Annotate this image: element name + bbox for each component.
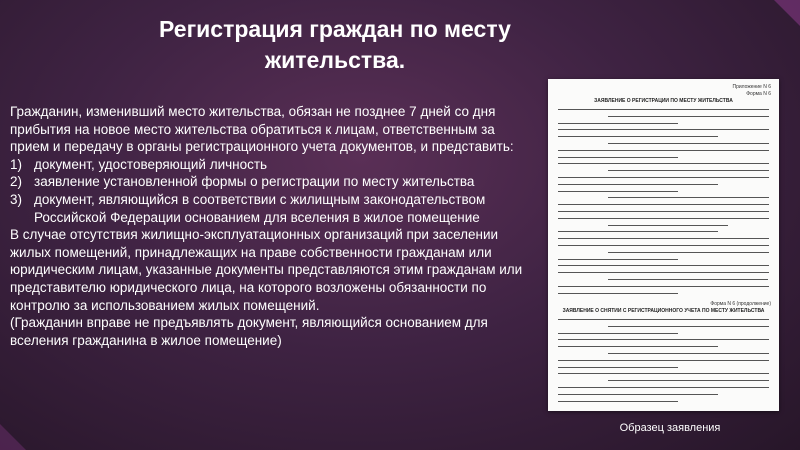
form-header-deregistration: ЗАЯВЛЕНИЕ О СНЯТИИ С РЕГИСТРАЦИОННОГО УЧЕТА ПО МЕСТУ ЖИТЕЛЬСТВА bbox=[562, 308, 765, 314]
form-blank-line bbox=[558, 373, 769, 374]
list-text: заявление установленной формы о регистрации по месту жительства bbox=[34, 174, 475, 190]
absence-paragraph: В случае отсутствия жилищно-эксплуатационных организаций при заселении жилых помещений, принадлежащих на праве собственности гражданам или юридическим лицам, указанные документы представляются этим гражданам или представителю юридического лица, на которого возложены обязанности по контролю за использованием жилых помещений. bbox=[10, 227, 523, 313]
list-item bbox=[10, 156, 530, 174]
form-blank-line bbox=[558, 184, 718, 185]
corner-decoration bbox=[774, 0, 800, 26]
form-blank-line bbox=[558, 394, 718, 395]
list-item bbox=[10, 191, 530, 226]
slide-body bbox=[10, 103, 530, 349]
documents-list bbox=[10, 156, 530, 226]
list-number: 1) bbox=[10, 156, 23, 172]
note-paragraph: (Гражданин вправе не предъявлять документ, являющийся основанием для вселения гражданина в жилое помещение) bbox=[10, 315, 488, 348]
form-blank-line bbox=[558, 191, 678, 192]
form-blank-line bbox=[608, 252, 769, 253]
form-blank-line bbox=[558, 163, 769, 164]
form-blank-line bbox=[558, 177, 769, 178]
form-blank-line bbox=[558, 367, 678, 368]
form-blank-line bbox=[558, 218, 769, 219]
form-blank-line bbox=[608, 143, 769, 144]
slide-title: Регистрация граждан по месту жительства. bbox=[159, 16, 511, 73]
form-blank-line bbox=[608, 279, 768, 280]
form-blank-line bbox=[558, 211, 769, 212]
list-text: документ, являющийся в соответствии с жилищным законодательством Российской Федерации основанием для вселения в жилое помещение bbox=[34, 191, 486, 225]
form-number-continued: Форма N 6 (продолжение) bbox=[710, 301, 771, 307]
form-blank-line bbox=[558, 346, 718, 347]
form-caption: Образец заявления bbox=[619, 422, 721, 434]
form-appendix: Приложение N 6 bbox=[732, 84, 771, 90]
form-blank-line bbox=[558, 231, 718, 232]
intro-paragraph: Гражданин, изменивший место жительства, обязан не позднее 7 дней со дня прибытия на новое место жительства обратиться к лицам, ответственным за прием и передачу в органы регистрационного учета документов, и представить: bbox=[10, 104, 514, 155]
form-blank-line bbox=[558, 265, 769, 266]
corner-decoration bbox=[0, 424, 26, 450]
form-blank-line bbox=[608, 170, 769, 171]
form-blank-line bbox=[558, 286, 769, 287]
form-blank-line bbox=[558, 109, 769, 110]
form-blank-line bbox=[608, 225, 728, 226]
form-blank-line bbox=[558, 123, 678, 124]
list-text: документ, удостоверяющий личность bbox=[34, 156, 268, 172]
form-blank-line bbox=[558, 129, 769, 130]
form-blank-line bbox=[558, 333, 678, 334]
form-blank-line bbox=[558, 204, 769, 205]
form-blank-line bbox=[558, 339, 769, 340]
form-blank-line bbox=[558, 387, 769, 388]
form-blank-line bbox=[608, 326, 769, 327]
form-blank-line bbox=[558, 245, 769, 246]
list-item bbox=[10, 173, 530, 191]
form-header-registration: ЗАЯВЛЕНИЕ О РЕГИСТРАЦИИ ПО МЕСТУ ЖИТЕЛЬСТВА bbox=[594, 98, 733, 104]
form-blank-line bbox=[558, 319, 769, 320]
form-number: Форма N 6 bbox=[746, 91, 771, 97]
form-blank-line bbox=[608, 197, 769, 198]
form-blank-line bbox=[608, 353, 769, 354]
form-blank-line bbox=[558, 238, 769, 239]
form-blank-line bbox=[608, 116, 769, 117]
form-blank-line bbox=[558, 136, 718, 137]
form-blank-line bbox=[558, 293, 678, 294]
form-blank-line bbox=[608, 380, 769, 381]
form-blank-line bbox=[558, 259, 678, 260]
list-number: 3) bbox=[10, 191, 23, 207]
form-blank-line bbox=[558, 272, 769, 273]
form-blank-line bbox=[558, 150, 769, 151]
form-blank-line bbox=[558, 157, 678, 158]
form-blank-line bbox=[558, 401, 678, 402]
application-form-sample bbox=[548, 79, 779, 411]
list-number: 2) bbox=[10, 174, 23, 190]
form-blank-line bbox=[558, 360, 769, 361]
